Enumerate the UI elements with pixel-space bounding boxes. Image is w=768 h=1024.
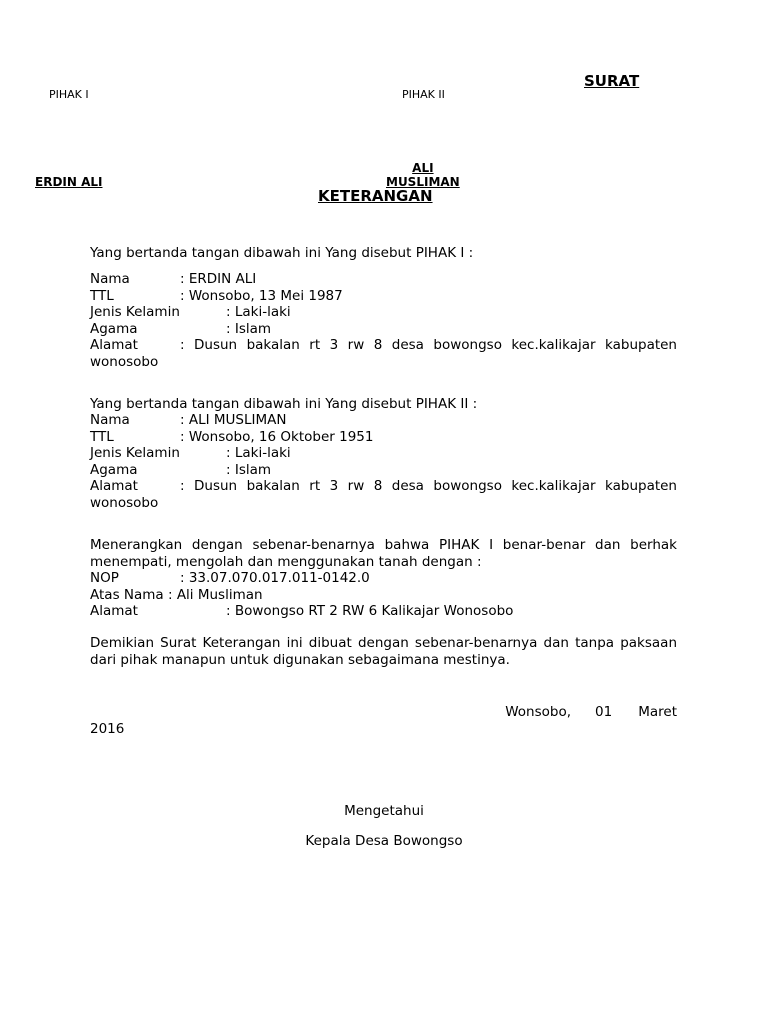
- jenis-kelamin-label: Jenis Kelamin: [90, 304, 180, 320]
- agama-label: Agama: [90, 461, 138, 478]
- ttl-label: TTL: [90, 287, 114, 304]
- date-place: Wonsobo,: [505, 704, 572, 720]
- nama-value: : ALI MUSLIMAN: [180, 412, 287, 428]
- intro-pihak1: [90, 245, 677, 262]
- pihak1-alamat-row: [90, 337, 677, 370]
- date-section: [90, 704, 677, 737]
- date-day: 01: [595, 704, 613, 720]
- pihak2-label: PIHAK II: [402, 88, 445, 101]
- agama-value: : Islam: [226, 461, 272, 478]
- jenis-kelamin-value: : Laki-laki: [226, 445, 291, 461]
- jenis-kelamin-label: Jenis Kelamin: [90, 445, 180, 461]
- date-year: 2016: [90, 720, 125, 737]
- pihak1-details: [90, 271, 677, 370]
- pihak1-agama-row: [90, 321, 677, 338]
- atas-nama-value: : Ali Musliman: [167, 586, 263, 603]
- agama-value: : Islam: [226, 320, 272, 337]
- nop-value: : 33.07.070.017.011-0142.0: [180, 570, 370, 586]
- intro-pihak1-text: Yang bertanda tangan dibawah ini Yang disebut PIHAK I :: [90, 245, 474, 261]
- statement-text: Menerangkan dengan sebenar-benarnya bahwa PIHAK I benar-benar dan berhak menempati, mengolah dan menggunakan tanah dengan :: [90, 537, 677, 570]
- date-line: [90, 704, 677, 721]
- pihak1-ttl-row: [90, 288, 677, 305]
- pihak2-ttl-row: [90, 429, 677, 446]
- closing-text: Demikian Surat Keterangan ini dibuat dengan sebenar-benarnya dan tanpa paksaan dari pihak manapun untuk digunakan sebagaimana mestinya.: [90, 635, 677, 668]
- alamat-value: : Dusun bakalan rt 3 rw 8 desa bowongso kec.kalikajar kabupaten wonosobo: [90, 478, 677, 511]
- ttl-label: TTL: [90, 428, 114, 445]
- land-alamat-value: : Bowongso RT 2 RW 6 Kalikajar Wonosobo: [226, 603, 514, 619]
- atas-nama-label: Atas Nama: [90, 586, 164, 603]
- document-title-top: SURAT: [584, 72, 640, 90]
- pihak2-agama-row: [90, 462, 677, 479]
- ttl-value: : Wonsobo, 16 Oktober 1951: [180, 428, 374, 445]
- alamat-label: Alamat: [90, 478, 138, 494]
- intro-pihak2: [90, 396, 677, 413]
- nop-row: [90, 570, 677, 587]
- alamat-value: : Dusun bakalan rt 3 rw 8 desa bowongso kec.kalikajar kabupaten wonosobo: [90, 337, 677, 370]
- alamat-label: Alamat: [90, 337, 138, 353]
- village-head-label: Kepala Desa Bowongso: [305, 833, 463, 849]
- pihak2-alamat-row: [90, 478, 677, 511]
- agama-label: Agama: [90, 320, 138, 337]
- nop-label: NOP: [90, 570, 119, 586]
- pihak2-signature-name: [386, 161, 460, 189]
- acknowledged-label: Mengetahui: [344, 803, 424, 819]
- document-title-bottom: KETERANGAN: [318, 187, 433, 205]
- land-alamat-row: [90, 603, 677, 620]
- pihak1-jk-row: [90, 304, 677, 321]
- pihak2-name-line1: ALI: [412, 161, 434, 175]
- jenis-kelamin-value: : Laki-laki: [226, 304, 291, 320]
- nama-label: Nama: [90, 412, 130, 428]
- nama-value: : ERDIN ALI: [180, 271, 257, 287]
- pihak1-nama-row: [90, 271, 677, 288]
- pihak2-details: [90, 412, 677, 511]
- pihak2-jk-row: [90, 445, 677, 462]
- closing-section: [90, 635, 677, 668]
- land-alamat-label: Alamat: [90, 603, 138, 619]
- atas-nama-row: [90, 587, 677, 604]
- date-month: Maret: [638, 704, 677, 720]
- pihak2-nama-row: [90, 412, 677, 429]
- pihak1-signature-name: ERDIN ALI: [35, 175, 103, 189]
- ttl-value: : Wonsobo, 13 Mei 1987: [180, 287, 343, 304]
- pihak2-name-line2: MUSLIMAN: [386, 175, 460, 189]
- intro-pihak2-text: Yang bertanda tangan dibawah ini Yang disebut PIHAK II :: [90, 396, 478, 412]
- nama-label: Nama: [90, 271, 130, 287]
- statement-section: [90, 537, 677, 620]
- pihak1-label: PIHAK I: [49, 88, 89, 101]
